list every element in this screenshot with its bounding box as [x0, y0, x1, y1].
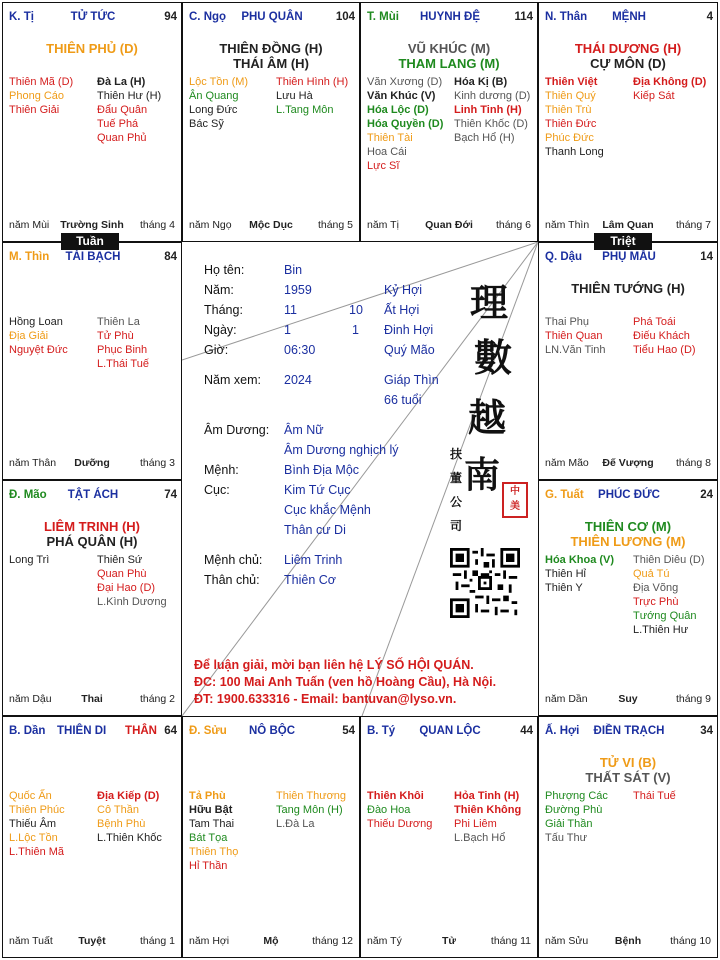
calligraphy-small: 扶 董 公 司	[450, 447, 463, 533]
gio-can-chi: Quý Mão	[384, 343, 435, 357]
palace-month: tháng 5	[317, 219, 353, 231]
palace-header	[9, 725, 177, 739]
palace-stage: Dưỡng	[74, 457, 110, 469]
minor-star: Thiên Thương	[276, 790, 347, 802]
minor-star: Thiên Y	[545, 582, 583, 594]
palace-stage: Mộ	[263, 935, 279, 947]
menh-chu-value: Liêm Trinh	[284, 553, 343, 567]
minor-stars-left	[189, 789, 238, 873]
ngay-label: Ngày:	[204, 323, 237, 337]
main-star: THIÊN LƯƠNG (M)	[570, 534, 686, 549]
minor-star: Phong Cáo	[9, 90, 65, 102]
minor-star: Địa Không (D)	[633, 76, 707, 88]
main-star: THAM LANG (M)	[398, 56, 500, 71]
cuc-note-2: Thân cư Di	[284, 523, 346, 537]
minor-star: Quả Tú	[633, 568, 670, 580]
palace-age: 74	[164, 489, 177, 501]
palace-month: tháng 2	[139, 693, 175, 705]
minor-star: Địa Kiếp (D)	[97, 790, 160, 802]
minor-star: Nguyệt Đức	[9, 344, 68, 356]
minor-stars-left	[9, 315, 68, 357]
minor-star: Thiên Sứ	[97, 554, 143, 566]
palace-header	[545, 11, 713, 25]
palace-stage: Tử	[441, 935, 457, 947]
minor-star: L.Thiên Mã	[9, 846, 65, 858]
minor-star: Tam Thai	[189, 818, 235, 830]
palace-year: năm Tý	[367, 935, 402, 947]
minor-star: Long Đức	[189, 104, 238, 116]
minor-star: Lực Sĩ	[367, 160, 400, 172]
ngay-duong: 1	[284, 323, 291, 337]
minor-star: Tuế Phá	[97, 118, 139, 130]
minor-stars-right	[276, 789, 346, 831]
minor-star: Đà La (H)	[97, 76, 146, 88]
minor-stars-left	[545, 315, 606, 357]
palace-than	[538, 2, 718, 242]
minor-star: Tả Phù	[189, 790, 226, 802]
palace-name: ĐIỀN TRẠCH	[593, 725, 665, 737]
minor-star: Thiên Tài	[367, 132, 413, 144]
red-seal: 中 美	[502, 482, 528, 518]
minor-star: Đẩu Quân	[97, 104, 148, 116]
minor-star: Thiên Mã (D)	[9, 76, 74, 88]
palace-than-marker: THÂN	[125, 725, 157, 737]
minor-star: Cô Thần	[97, 804, 139, 816]
palace-year: năm Hợi	[189, 935, 230, 947]
minor-star: Hóa Khoa (V)	[545, 554, 615, 566]
menh-chu-label: Mệnh chủ:	[204, 553, 263, 567]
palace-branch: B. Dần	[9, 725, 46, 737]
minor-star: Thiên Khôi	[367, 790, 424, 802]
palace-tuat	[538, 480, 718, 716]
minor-star: Tướng Quân	[633, 610, 697, 622]
minor-stars-left	[9, 789, 65, 859]
minor-star: Phúc Đức	[545, 132, 594, 144]
minor-stars-right	[633, 789, 676, 803]
minor-stars-left	[545, 553, 614, 595]
minor-star: Hỏa Tinh (H)	[454, 790, 520, 802]
minor-star: Thanh Long	[545, 146, 604, 158]
palace-year: năm Dần	[545, 693, 588, 705]
palace-mui	[360, 2, 538, 242]
main-star: THÁI DƯƠNG (H)	[574, 41, 682, 56]
minor-stars-left	[367, 789, 432, 831]
minor-star: Bác Sỹ	[189, 118, 224, 130]
minor-star: Tử Phù	[97, 330, 134, 342]
minor-star: Ân Quang	[189, 90, 239, 102]
minor-star: Quốc Ấn	[9, 790, 52, 802]
nam-value: 1959	[284, 283, 312, 297]
main-star: THIÊN CƠ (M)	[584, 519, 672, 534]
palace-month: tháng 6	[495, 219, 531, 231]
cuc-value: Kim Tứ Cục	[284, 483, 351, 497]
ngay-am: 1	[352, 323, 359, 337]
minor-star: Trực Phù	[633, 596, 679, 608]
palace-header	[367, 11, 533, 25]
palace-year: năm Dậu	[9, 693, 52, 705]
palace-branch: M. Thìn	[9, 251, 50, 263]
palace-month: tháng 3	[139, 457, 175, 469]
palace-year: năm Ngọ	[189, 219, 232, 231]
minor-star: Thái Tuế	[633, 790, 676, 802]
minor-star: Thiên Diêu (D)	[633, 554, 705, 566]
palace-header	[545, 725, 713, 739]
minor-stars-left	[367, 75, 443, 173]
calligraphy-char-3: 越	[468, 395, 507, 440]
minor-stars-right	[276, 75, 348, 117]
palace-footer	[545, 935, 711, 949]
minor-star: Hóa Lộc (D)	[367, 104, 429, 116]
minor-stars-left	[9, 75, 73, 117]
minor-star: Thiên Giải	[9, 104, 60, 116]
palace-footer	[189, 935, 353, 949]
palace-footer	[9, 693, 175, 707]
main-star: LIÊM TRINH (H)	[43, 519, 141, 534]
ho-ten-label: Họ tên:	[204, 263, 245, 277]
palace-year: năm Mão	[545, 457, 589, 469]
minor-star: Đào Hoa	[367, 804, 411, 816]
minor-star: Phi Liêm	[454, 818, 497, 830]
minor-star: Hoa Cái	[367, 146, 407, 158]
palace-stage: Thai	[81, 693, 103, 705]
minor-star: Tang Môn (H)	[276, 804, 343, 816]
minor-stars-right	[633, 315, 696, 357]
thang-label: Tháng:	[204, 303, 243, 317]
thang-duong: 11	[284, 303, 297, 317]
palace-branch: K. Tị	[9, 11, 34, 23]
minor-stars-right	[97, 315, 149, 371]
minor-star: L.Đà La	[276, 818, 315, 830]
minor-star: Địa Giải	[9, 330, 49, 342]
minor-star: Bệnh Phù	[97, 818, 146, 830]
minor-star: Điếu Khách	[633, 330, 690, 342]
nam-xem-label: Năm xem:	[204, 373, 261, 387]
palace-name: HUYNH ĐỆ	[419, 11, 481, 23]
palace-footer	[9, 457, 175, 471]
palace-footer	[545, 457, 711, 471]
tuoi-value: 66 tuổi	[384, 393, 422, 407]
qr-code	[450, 548, 520, 618]
palace-mao	[2, 480, 182, 716]
minor-star: Thiên Đức	[545, 118, 597, 130]
palace-header	[189, 11, 355, 25]
minor-star: Quan Phù	[97, 568, 147, 580]
menh-label: Mệnh:	[204, 463, 239, 477]
palace-ngo	[182, 2, 360, 242]
minor-star: Hỉ Thần	[189, 860, 228, 872]
palace-header	[367, 725, 533, 739]
contact-line-3: ĐT: 1900.633316 - Email: bantuvan@lyso.vn.	[194, 692, 457, 706]
nam-can-chi: Kỷ Hợi	[384, 283, 423, 297]
palace-month: tháng 12	[312, 935, 353, 947]
minor-star: Hóa Kị (B)	[454, 76, 508, 88]
ngay-can-chi: Đinh Hợi	[384, 323, 434, 337]
minor-star: L.Thiên Khốc	[97, 832, 162, 844]
minor-star: Tiểu Hao (D)	[633, 344, 696, 356]
palace-stage: Suy	[618, 693, 638, 705]
palace-branch: Đ. Mão	[9, 489, 47, 501]
palace-name: TẬT ÁCH	[67, 489, 119, 501]
minor-stars-right	[633, 553, 705, 637]
palace-name: PHU QUÂN	[241, 11, 303, 23]
minor-star: Thiên Không	[454, 804, 522, 816]
palace-year: năm Thìn	[545, 219, 590, 231]
minor-star: Thiếu Dương	[367, 818, 433, 830]
minor-star: Kinh dương (D)	[454, 90, 531, 102]
minor-stars-right	[97, 75, 161, 145]
palace-age: 44	[520, 725, 533, 737]
palace-year: năm Mùi	[9, 219, 50, 231]
nam-xem-value: 2024	[284, 373, 312, 387]
gio-value: 06:30	[284, 343, 316, 357]
minor-star: L.Lộc Tồn	[9, 832, 58, 844]
minor-star: Thiếu Âm	[9, 818, 57, 830]
nam-label: Năm:	[204, 283, 234, 297]
minor-stars-left	[9, 553, 49, 567]
minor-star: LN.Văn Tinh	[545, 344, 606, 356]
palace-age: 4	[706, 11, 713, 23]
main-star: THIÊN ĐỒNG (H)	[219, 41, 323, 56]
minor-star: Linh Tinh (H)	[454, 104, 522, 116]
palace-footer	[367, 219, 531, 233]
calligraphy-char-2: 數	[474, 335, 513, 380]
palace-branch: T. Mùi	[367, 11, 399, 23]
minor-star: Thiên La	[97, 316, 140, 328]
center-panel	[182, 242, 538, 716]
calligraphy-char-1: 理	[470, 280, 509, 325]
palace-branch: Đ. Sửu	[189, 725, 227, 737]
palace-stage: Tuyệt	[78, 935, 106, 947]
palace-year: năm Thân	[9, 457, 57, 469]
nam-xem-can-chi: Giáp Thìn	[384, 373, 439, 387]
palace-stage: Lâm Quan	[602, 219, 654, 231]
contact-line-1: Để luận giải, mời bạn liên hệ LÝ SỐ HỘI QUÁN.	[194, 658, 474, 672]
minor-stars-right	[97, 553, 167, 609]
palace-branch: C. Ngọ	[189, 11, 227, 23]
minor-star: Tấu Thư	[545, 832, 588, 844]
palace-stage: Trường Sinh	[60, 219, 124, 231]
main-star: TỬ VI (B)	[599, 755, 657, 770]
palace-stage: Mộc Dục	[249, 219, 293, 231]
minor-star: Văn Khúc (V)	[367, 90, 436, 102]
minor-star: Thiên Hình (H)	[276, 76, 349, 88]
palace-branch: B. Tý	[367, 725, 396, 737]
minor-star: Thiên Trù	[545, 104, 592, 116]
palace-name: QUAN LỘC	[419, 725, 481, 737]
palace-header	[545, 489, 713, 503]
than-chu-label: Thân chủ:	[204, 573, 260, 587]
minor-star: Bát Tọa	[189, 832, 228, 844]
palace-footer	[9, 219, 175, 233]
tuan-tag: Tuần	[61, 233, 119, 250]
minor-star: L.Kình Dương	[97, 596, 167, 608]
than-chu-value: Thiên Cơ	[284, 573, 336, 587]
palace-footer	[367, 935, 531, 949]
minor-star: Phục Binh	[97, 344, 148, 356]
palace-branch: G. Tuất	[545, 489, 584, 501]
minor-star: Quan Phủ	[97, 132, 147, 144]
palace-name: MỆNH	[612, 11, 646, 23]
palace-branch: Ấ. Hợi	[545, 725, 580, 737]
minor-stars-right	[633, 75, 706, 103]
minor-star: Lộc Tồn (M)	[189, 76, 249, 88]
gio-label: Giờ:	[204, 343, 229, 357]
minor-stars-right	[97, 789, 162, 845]
menh-value: Bình Địa Mộc	[284, 463, 360, 477]
palace-name: TỬ TỨC	[70, 11, 116, 23]
minor-star: Văn Xương (D)	[367, 76, 443, 88]
palace-thin	[2, 242, 182, 480]
palace-age: 94	[164, 11, 177, 23]
thang-can-chi: Ất Hợi	[384, 303, 420, 317]
palace-header	[545, 251, 713, 265]
palace-name: PHỤ MẪU	[602, 251, 656, 263]
contact-line-2: ĐC: 100 Mai Anh Tuấn (ven hồ Hoàng Cầu), Hà Nội.	[194, 675, 497, 689]
palace-age: 114	[514, 11, 533, 23]
palace-footer	[189, 219, 353, 233]
palace-stage: Bệnh	[614, 935, 642, 947]
main-star: CỰ MÔN (D)	[590, 56, 666, 71]
palace-month: tháng 11	[490, 935, 531, 947]
palace-month: tháng 8	[675, 457, 711, 469]
minor-star: Kiếp Sát	[633, 90, 675, 102]
palace-suu	[182, 716, 360, 958]
am-duong-note: Âm Dương nghịch lý	[284, 443, 399, 457]
palace-header	[9, 11, 177, 25]
palace-name: NÔ BỘC	[249, 725, 295, 737]
minor-star: Hữu Bật	[189, 804, 233, 816]
minor-star: Bạch Hổ (H)	[454, 132, 515, 144]
minor-star: Thiên Việt	[545, 76, 598, 88]
minor-star: Thiên Quan	[545, 330, 603, 342]
palace-age: 64	[164, 725, 177, 737]
main-star: VŨ KHÚC (M)	[407, 41, 491, 56]
minor-star: L.Bạch Hổ	[454, 832, 506, 844]
palace-age: 34	[700, 725, 713, 737]
thang-am: 10	[349, 303, 363, 317]
minor-star: L.Tang Môn	[276, 104, 334, 116]
am-duong-label: Âm Dương:	[204, 423, 270, 437]
minor-star: Đại Hao (D)	[97, 582, 156, 594]
main-star: THIÊN TƯỚNG (H)	[571, 281, 685, 296]
main-star: THÁI ÂM (H)	[233, 56, 309, 71]
palace-name: TÀI BẠCH	[65, 251, 121, 263]
minor-stars-left	[545, 789, 608, 845]
palace-header	[189, 725, 355, 739]
minor-star: Hồng Loan	[9, 316, 63, 328]
palace-dau	[538, 242, 718, 480]
palace-month: tháng 7	[675, 219, 711, 231]
minor-star: Lưu Hà	[276, 90, 313, 102]
main-star: THẤT SÁT (V)	[585, 770, 671, 785]
palace-hoi	[538, 716, 718, 958]
am-duong-value: Âm Nữ	[284, 423, 324, 437]
minor-star: Thiên Thọ	[189, 846, 239, 858]
minor-star: L.Thiên Hư	[633, 624, 689, 636]
minor-star: Thiên Quý	[545, 90, 596, 102]
minor-star: Đường Phù	[545, 804, 603, 816]
minor-star: Phượng Các	[545, 790, 608, 802]
palace-ty	[360, 716, 538, 958]
main-star: THIÊN PHỦ (D)	[46, 41, 138, 56]
minor-stars-right	[454, 789, 521, 845]
minor-star: Địa Võng	[633, 582, 679, 594]
minor-star: L.Thái Tuế	[97, 358, 149, 370]
calligraphy-char-4: 南	[464, 454, 501, 496]
triet-tag: Triệt	[594, 233, 652, 250]
palace-year: năm Tị	[367, 219, 399, 231]
ho-ten-value: Bin	[284, 263, 303, 277]
palace-header	[9, 489, 177, 503]
palace-footer	[545, 693, 711, 707]
palace-footer	[9, 935, 175, 949]
palace-footer	[545, 219, 711, 233]
minor-star: Thiên Khốc (D)	[454, 118, 528, 130]
palace-month: tháng 10	[670, 935, 711, 947]
cuc-label: Cục:	[204, 483, 230, 497]
minor-stars-left	[189, 75, 248, 131]
palace-branch: Q. Dậu	[545, 251, 583, 263]
minor-star: Thai Phụ	[545, 316, 590, 328]
palace-stage: Đế Vượng	[602, 457, 654, 469]
palace-month: tháng 1	[139, 935, 175, 947]
palace-age: 54	[342, 725, 355, 737]
palace-year: năm Sửu	[545, 935, 589, 947]
minor-star: Thiên Hỉ	[545, 568, 586, 580]
minor-star: Giải Thần	[545, 818, 593, 830]
minor-stars-left	[545, 75, 604, 159]
cuc-note-1: Cục khắc Mệnh	[284, 503, 371, 517]
palace-branch: N. Thân	[545, 11, 588, 23]
minor-star: Thiên Hư (H)	[97, 90, 162, 102]
palace-age: 84	[164, 251, 177, 263]
palace-name: PHÚC ĐỨC	[598, 489, 660, 501]
minor-stars-right	[454, 75, 530, 145]
palace-ti	[2, 2, 182, 242]
palace-month: tháng 9	[675, 693, 711, 705]
minor-star: Thiên Phúc	[9, 804, 65, 816]
palace-year: năm Tuất	[9, 935, 53, 947]
palace-month: tháng 4	[139, 219, 175, 231]
minor-star: Hóa Quyền (D)	[367, 118, 444, 130]
palace-age: 14	[700, 251, 713, 263]
minor-star: Phá Toái	[633, 316, 676, 328]
palace-stage: Quan Đới	[425, 219, 473, 231]
palace-name: THIÊN DI	[57, 725, 107, 737]
palace-header	[9, 251, 177, 265]
palace-dan	[2, 716, 182, 958]
minor-star: Long Trì	[9, 554, 50, 566]
main-star: PHÁ QUÂN (H)	[46, 534, 138, 549]
palace-age: 24	[700, 489, 713, 501]
palace-age: 104	[335, 11, 355, 23]
